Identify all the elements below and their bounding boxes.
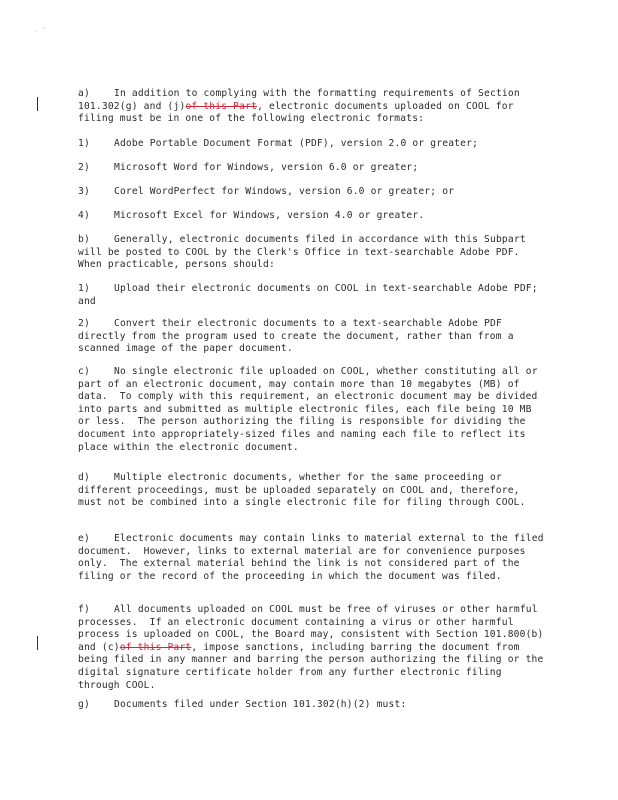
paragraph-label: 1) — [78, 138, 90, 149]
paragraph-label: b) — [78, 234, 90, 245]
paragraph-d — [78, 472, 546, 510]
header-mark: . " — [34, 26, 47, 34]
change-bar-a — [37, 97, 38, 111]
paragraph-c — [78, 366, 546, 454]
paragraph-b — [78, 234, 546, 272]
paragraph-g — [78, 699, 546, 712]
paragraph-label: e) — [78, 533, 90, 544]
paragraph-e — [78, 533, 550, 583]
paragraph-label: d) — [78, 472, 90, 483]
paragraph-text: Electronic documents may contain links to material external to the filed document. However, links to external material are for convenience purposes only. The external material behind the link is not considered part of the filing or the record of the proceeding in which the document was filed. — [78, 533, 550, 582]
struck-text: of this Part — [185, 100, 258, 112]
paragraph-text: Upload their electronic documents on COOL in text-searchable Adobe PDF; and — [78, 283, 544, 307]
paragraph-label: 2) — [78, 162, 90, 173]
paragraph-b1 — [78, 283, 546, 308]
paragraph-text: , impose sanctions, including barring the document from being filed in any manner and barring the person authorizing the filing or the digital signature certificate holder from any further electronic filing through COOL. — [78, 641, 550, 691]
paragraph-label: 2) — [78, 318, 90, 329]
paragraph-label: 1) — [78, 283, 90, 294]
paragraph-text: In addition to complying with the formatting requirements of Section 101.302(g) and (j) — [78, 88, 526, 112]
paragraph-label: g) — [78, 699, 90, 710]
paragraph-label: f) — [78, 604, 90, 615]
paragraph-text: No single electronic file uploaded on COOL, whether constituting all or part of an electronic document, may contain more than 10 megabytes (MB) of data. To comply with this requirement, an electronic document may be divided into parts and submitted as multiple electronic files, each file being 10 MB or less. The person authorizing the filing is responsible for dividing the document into appropriately-sized files and naming each file to reflect its place within the electronic document. — [78, 366, 544, 453]
paragraph-a — [78, 88, 546, 126]
paragraph-text: Microsoft Word for Windows, version 6.0 or greater; — [114, 162, 419, 173]
paragraph-label: 4) — [78, 210, 90, 221]
paragraph-label: 3) — [78, 186, 90, 197]
paragraph-label: a) — [78, 88, 90, 99]
paragraph-a1 — [78, 138, 546, 151]
paragraph-a3 — [78, 186, 546, 199]
paragraph-text: Adobe Portable Document Format (PDF), version 2.0 or greater; — [114, 138, 479, 149]
paragraph-text: All documents uploaded on COOL must be free of viruses or other harmful processes. If an electronic document containing a virus or other harmful process is uploaded on COOL, the Board may, consistent with Section 101.800(b) and (c) — [78, 604, 550, 653]
paragraph-text: Convert their electronic documents to a text-searchable Adobe PDF directly from the program used to create the document, rather than from a scanned image of the paper document. — [78, 318, 520, 355]
paragraph-text: Microsoft Excel for Windows, version 4.0 or greater. — [114, 210, 425, 221]
change-bar-f — [37, 636, 38, 650]
paragraph-text: Corel WordPerfect for Windows, version 6.0 or greater; or — [114, 186, 455, 197]
paragraph-text: Generally, electronic documents filed in accordance with this Subpart will be posted to COOL by the Clerk's Office in text-searchable Adobe PDF. When practicable, persons should: — [78, 234, 532, 271]
paragraph-text: , electronic documents uploaded on COOL for filing must be in one of the following electronic formats: — [78, 100, 520, 125]
paragraph-a4 — [78, 210, 546, 223]
struck-text: of this Part — [119, 641, 192, 653]
paragraph-a2 — [78, 162, 546, 175]
paragraph-f — [78, 604, 550, 692]
paragraph-label: c) — [78, 366, 90, 377]
paragraph-b2 — [78, 318, 546, 356]
paragraph-text: Documents filed under Section 101.302(h)(2) must: — [114, 699, 407, 710]
paragraph-text: Multiple electronic documents, whether for the same proceeding or different proceedings, must be uploaded separately on COOL and, therefore, must not be combined into a single electronic file for filing through COOL. — [78, 472, 526, 509]
